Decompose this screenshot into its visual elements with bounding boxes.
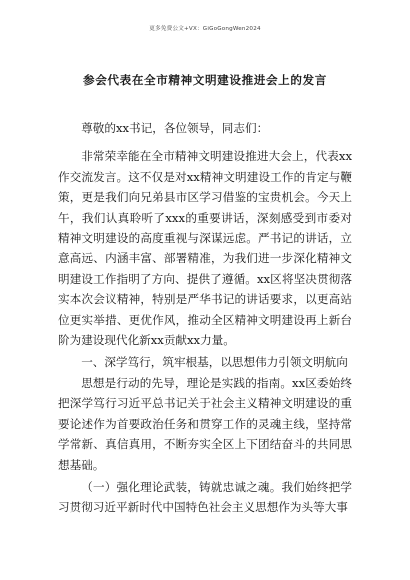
section-heading: 一、深学笃行，筑牢根基，以思想伟力引领文明航向 — [81, 355, 348, 370]
document-title: 参会代表在全市精神文明建设推进会上的发言 — [83, 73, 327, 87]
salutation: 尊敬的xx书记，各位领导，同志们： — [81, 121, 269, 135]
header-note: 更多免费公文+VX：GiGoGongWen2024 — [149, 26, 261, 32]
body-paragraph: 非常荣幸能在全市精神文明建设推进大会上，代表xx作交流发言。这不仅是对xx精神文明建设工作的肯定与鞭策，更是我们向兄弟县市区学习借鉴的宝贵机会。今天上午，我们认真聆听了xxx的重要讲话，深刻感受到市委对精神文明建设的高度重视与深谋远虑。严书记的讲话，立意高远、内涵丰富、部署精准，为我们进一步深化精神文明建设工作指明了方向、提供了遵循。xx区将坚决贯彻落实本次会议精神，特别是严华书记的讲话要求，以更高站位更实举措、更优作风，推动全区精神文明建设再上新台阶为建设现代化新xx贡献xx力量。 — [58, 149, 352, 348]
document-body — [58, 118, 352, 518]
body-paragraph: 思想是行动的先导，理论是实践的指南。xx区委始终把深学笃行习近平总书记关于社会主义精神文明建设的重要论述作为首要政治任务和贯穿工作的灵魂主线，坚持常学常新、真信真用，不断夯实全区上下团结奋斗的共同思想基础。 — [58, 375, 352, 472]
body-paragraph: （一）强化理论武装，铸就忠诚之魂。我们始终把学习贯彻习近平新时代中国特色社会主义思想作为头等大事 — [58, 479, 352, 515]
